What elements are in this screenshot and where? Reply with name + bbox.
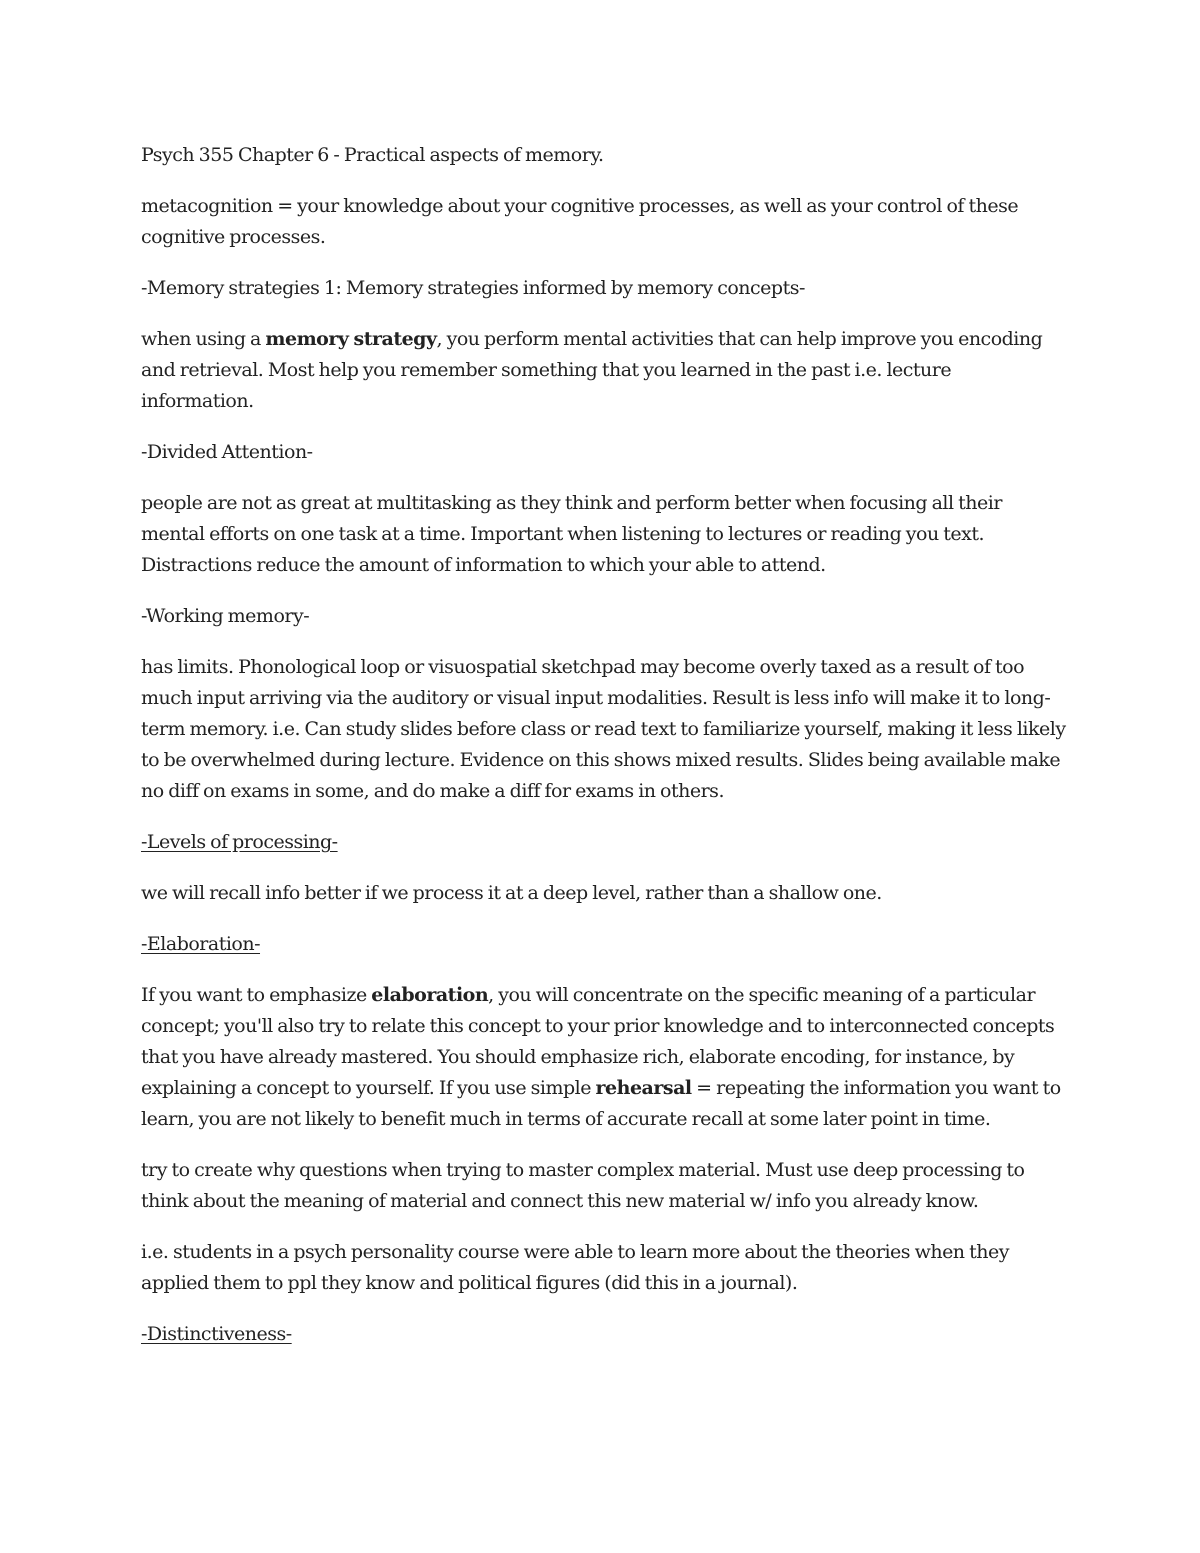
example-paragraph: i.e. students in a psych personality course were able to learn more about the theories when they applied them to ppl they know and political figures (did this in a journal). xyxy=(141,1241,1009,1294)
document-page xyxy=(141,140,1066,1370)
elaboration-mid: , you will concentrate on the specific meaning of a particular concept; you'll also try to relate this concept to your prior knowledge and to interconnected concepts that you have already mastered. You should emphasize rich, elaborate encoding, for instance, by explaining a concept to yourself. If you use simple xyxy=(141,984,1055,1099)
document-title: Psych 355 Chapter 6 - Practical aspects of memory. xyxy=(141,144,604,166)
memory-strategy-paragraph xyxy=(141,324,1066,417)
working-memory-paragraph: has limits. Phonological loop or visuospatial sketchpad may become overly taxed as a result of too much input arriving via the auditory or visual input modalities. Result is less info will make it to long-term memory. i.e. Can study slides before class or read text to familiarize yourself, making it less likely to be overwhelmed during lecture. Evidence on this shows mixed results. Slides being available make no diff on exams in some, and do make a diff for exams in others. xyxy=(141,656,1066,802)
heading-memory-strategies: -Memory strategies 1: Memory strategies informed by memory concepts- xyxy=(141,277,805,299)
memory-strategy-term: memory strategy xyxy=(265,328,437,350)
heading-working-memory: -Working memory- xyxy=(141,605,310,627)
elaboration-paragraph xyxy=(141,980,1066,1135)
heading-levels-text: -Levels of processing- xyxy=(141,831,338,853)
elaboration-pre: If you want to emphasize xyxy=(141,984,372,1006)
heading-divided-attention: -Divided Attention- xyxy=(141,441,313,463)
levels-paragraph: we will recall info better if we process it at a deep level, rather than a shallow one. xyxy=(141,882,882,904)
heading-elaboration-text: -Elaboration- xyxy=(141,933,261,955)
heading-levels-of-processing xyxy=(141,827,1066,858)
heading-distinctiveness xyxy=(141,1319,1066,1350)
heading-distinctiveness-text: -Distinctiveness- xyxy=(141,1323,292,1345)
memory-strategy-pre: when using a xyxy=(141,328,266,350)
divided-attention-paragraph: people are not as great at multitasking as they think and perform better when focusing all their mental efforts on one task at a time. Important when listening to lectures or reading you text. Distractions reduce the amount of information to which your able to attend. xyxy=(141,492,1002,576)
rehearsal-term: rehearsal xyxy=(595,1077,692,1099)
elaboration-term: elaboration xyxy=(371,984,489,1006)
memory-strategy-post: , you perform mental activities that can help improve you encoding and retrieval. Most help you remember something that you learned in the past i.e. lecture information. xyxy=(141,328,1043,412)
elaboration-post: = repeating the information you want to learn, you are not likely to benefit much in terms of accurate recall at some later point in time. xyxy=(141,1077,1061,1130)
metacognition-definition: metacognition = your knowledge about your cognitive processes, as well as your control of these cognitive processes. xyxy=(141,195,1019,248)
heading-elaboration xyxy=(141,929,1066,960)
why-questions-paragraph: try to create why questions when trying to master complex material. Must use deep processing to think about the meaning of material and connect this new material w/ info you already know. xyxy=(141,1159,1025,1212)
